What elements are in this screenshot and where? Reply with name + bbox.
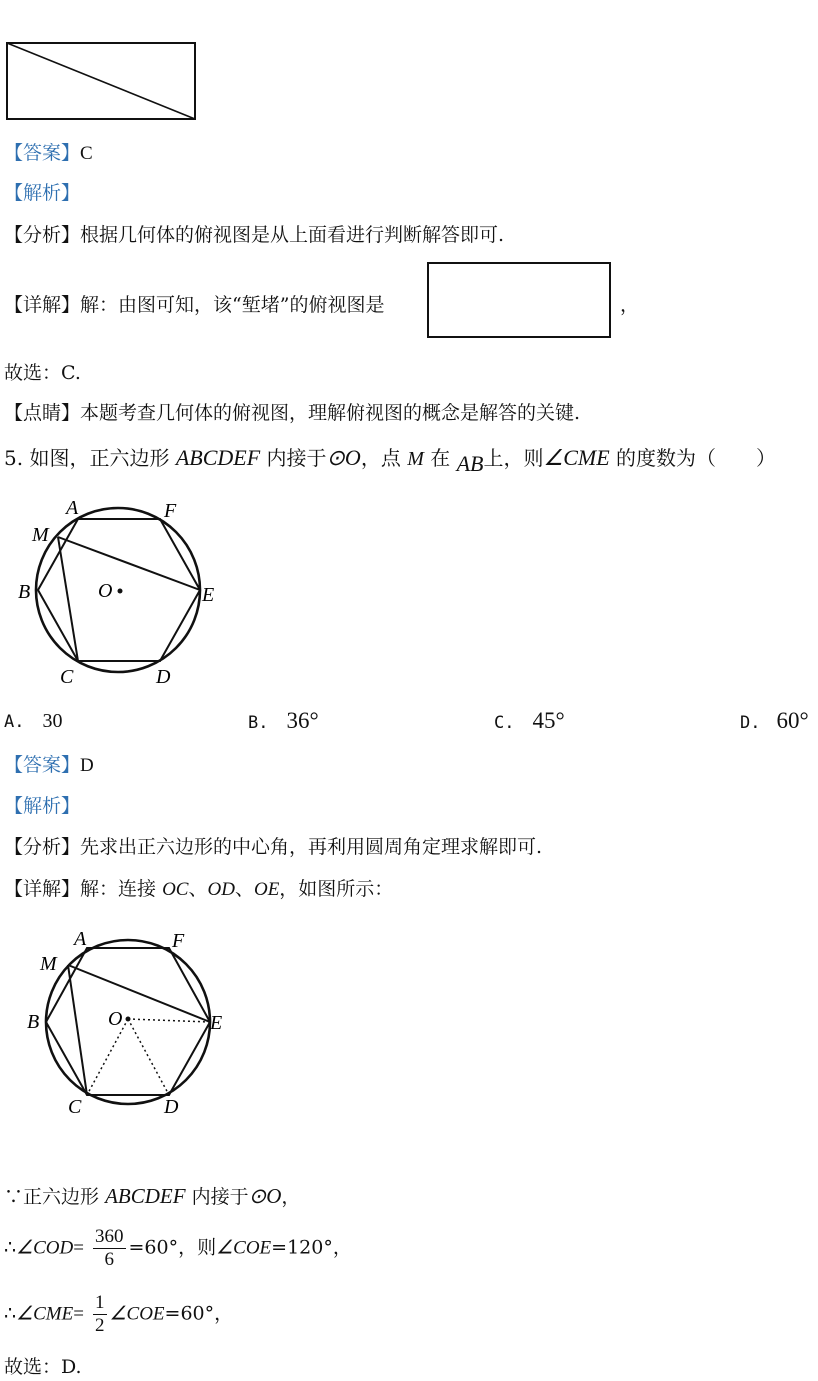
- stem-mid4: 上，则: [483, 446, 544, 470]
- fenxi-tag: 【分析】: [4, 224, 81, 246]
- angle-coe: ∠COE: [109, 1303, 165, 1325]
- therefore-line-1: [4, 1226, 352, 1271]
- label-c: C: [68, 1096, 82, 1118]
- result-text-2: =120°，: [271, 1236, 352, 1259]
- q4-jiexi-tag: 【解析】: [4, 182, 81, 204]
- label-e: E: [202, 584, 215, 606]
- xiangjie-post: ，如图所示：: [279, 878, 394, 900]
- label-f: F: [164, 500, 177, 522]
- option-a: [4, 710, 63, 733]
- numerator: 360: [95, 1226, 124, 1247]
- sep: 、: [188, 878, 208, 900]
- xiangjie-text: 解：由图可知，该“堑堵”的俯视图是: [80, 294, 385, 316]
- hexagon-figure: [10, 495, 230, 695]
- fenxi-tag: 【分析】: [4, 836, 81, 858]
- label-m: M: [40, 953, 57, 975]
- therefore-symbol: ∴: [4, 1302, 17, 1325]
- segment-oe: OE: [253, 879, 280, 900]
- therefore-symbol: ∴: [4, 1236, 17, 1259]
- option-value: 60°: [776, 708, 809, 733]
- point-m: M: [407, 448, 424, 470]
- front-view-figure: [4, 40, 204, 130]
- q5-stem: [4, 442, 776, 476]
- option-c: [494, 708, 565, 734]
- sep: 、: [234, 878, 254, 900]
- label-b: B: [18, 581, 31, 603]
- q5-xiangjie-line: [4, 874, 393, 901]
- result-text: =60°，: [164, 1302, 234, 1325]
- q5-fenxi-line: [4, 832, 542, 859]
- angle-cme: ∠CME: [543, 445, 610, 470]
- because-symbol: ∵: [4, 1186, 24, 1208]
- equals: =: [73, 1237, 84, 1259]
- therefore-line-2: [4, 1292, 233, 1337]
- label-a: A: [66, 497, 79, 519]
- denominator: 6: [104, 1249, 115, 1270]
- q5-jiexi-tag: 【解析】: [4, 795, 81, 817]
- circle-symbol: ⊙O: [248, 1184, 282, 1208]
- label-o: O: [98, 580, 113, 602]
- dianjing-text: 本题考查几何体的俯视图，理解俯视图的概念是解答的关键.: [80, 402, 581, 424]
- because-pre: 正六边形: [23, 1186, 100, 1208]
- q4-fenxi-line: [4, 220, 504, 247]
- angle-cod: ∠COD: [16, 1237, 74, 1259]
- xiangjie-pre: 解：连接: [80, 878, 157, 900]
- option-letter: B.: [248, 713, 269, 733]
- stem-mid2: ，点: [360, 446, 401, 470]
- hexagon-name: ABCDEF: [175, 445, 261, 470]
- label-c: C: [60, 666, 74, 688]
- xiangjie-tail: ，: [620, 294, 640, 316]
- xiangjie-tag: 【详解】: [4, 294, 81, 316]
- xiangjie-tag: 【详解】: [4, 878, 81, 900]
- stem-mid3: 在: [430, 446, 451, 470]
- arc-ab: AB: [456, 451, 484, 476]
- q4-dianjing-line: [4, 398, 580, 425]
- option-value: 36°: [286, 708, 319, 733]
- label-e: E: [210, 1012, 223, 1034]
- label-m: M: [32, 524, 49, 546]
- stem-suffix: 的度数为（ ）: [616, 446, 776, 470]
- fenxi-text: 先求出正六边形的中心角，再利用圆周角定理求解即可.: [80, 836, 543, 858]
- answer-value: C: [80, 143, 93, 164]
- q5-answer-line: [4, 750, 94, 777]
- segment-oc: OC: [162, 879, 189, 900]
- because-mid: 内接于: [191, 1186, 249, 1208]
- circle-symbol: ⊙O: [326, 445, 361, 470]
- q5-guxuan: 故选：D.: [4, 1356, 82, 1378]
- label-b: B: [27, 1011, 40, 1033]
- stem-prefix: 5. 如图，正六边形: [4, 446, 170, 470]
- fraction-1-2: [93, 1292, 107, 1337]
- hexagon-name: ABCDEF: [105, 1184, 186, 1208]
- fenxi-text: 根据几何体的俯视图是从上面看进行判断解答即可.: [80, 224, 505, 246]
- option-d: [740, 708, 809, 734]
- dianjing-tag: 【点睛】: [4, 402, 81, 424]
- stem-mid: 内接于: [266, 446, 327, 470]
- result-text: =60°，则: [128, 1236, 217, 1259]
- option-value: 30: [42, 710, 63, 732]
- hexagon-figure-with-radii: [24, 925, 244, 1125]
- because-line: [4, 1182, 300, 1209]
- angle-cme: ∠CME: [16, 1303, 74, 1325]
- equals: =: [73, 1303, 84, 1325]
- label-a: A: [74, 928, 87, 950]
- option-b: [248, 708, 319, 734]
- because-end: ，: [281, 1186, 301, 1208]
- q4-answer-line: [4, 138, 93, 165]
- label-d: D: [156, 666, 171, 688]
- label-d: D: [164, 1096, 179, 1118]
- answer-value: D: [80, 755, 94, 776]
- answer-tag: 【答案】: [4, 754, 81, 776]
- label-f: F: [172, 930, 185, 952]
- angle-coe: ∠COE: [216, 1237, 272, 1259]
- option-letter: D.: [740, 713, 761, 733]
- answer-tag: 【答案】: [4, 142, 81, 164]
- top-view-rectangle: [426, 261, 614, 341]
- option-letter: C.: [494, 713, 515, 733]
- option-value: 45°: [532, 708, 565, 733]
- q4-xiangjie-line: [4, 290, 384, 317]
- label-o: O: [108, 1008, 123, 1030]
- fraction-360-6: [93, 1226, 126, 1271]
- denominator: 2: [95, 1315, 105, 1336]
- numerator: 1: [95, 1292, 105, 1313]
- option-letter: A.: [4, 712, 25, 732]
- segment-od: OD: [207, 879, 235, 900]
- q4-guxuan: 故选：C.: [4, 362, 81, 384]
